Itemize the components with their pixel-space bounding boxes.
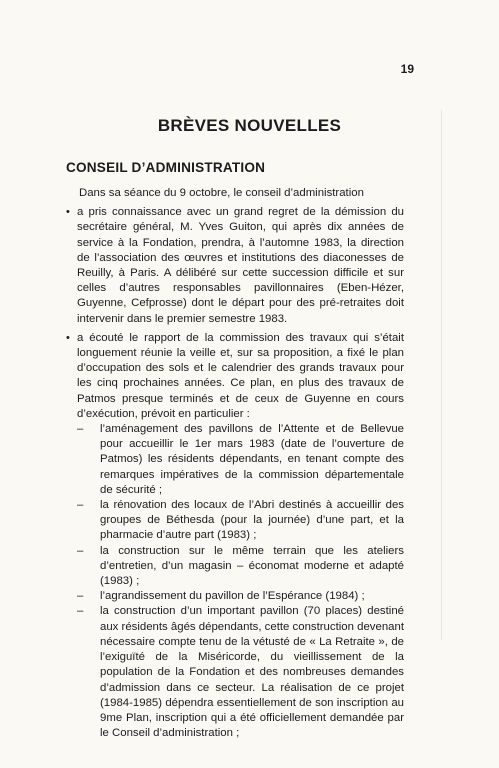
- list-item: [77, 422, 404, 498]
- dash-icon: –: [77, 499, 84, 512]
- article-body: [66, 186, 404, 745]
- list-item: [77, 604, 404, 741]
- dash-icon: –: [77, 544, 84, 557]
- bullet-text: a pris connaissance avec un grand regret de la démission du secrétaire général, M. Yves Guiton, qui après dix années de service à la Fondation, prendra, à l’automne 1983, la direction de l’association des œuvres et institutions des diaconesses de Reuilly, à Paris. A délibéré sur cette succession difficile et sur celles d’autres responsables pavillonnaires (Eben-Hézer, Guyenne, Cefprosse) dont le départ pour des pré-retraites doit intervenir dans le premier semestre 1983.: [77, 206, 404, 325]
- list-item-text: la construction sur le même terrain que les ateliers d’entretien, d’un magasin – économat moderne et adapté (1983) ;: [100, 544, 404, 588]
- list-item: [77, 544, 404, 590]
- list-item-text: l’agrandissement du pavillon de l’Espérance (1984) ;: [100, 590, 365, 603]
- bullet-icon: •: [66, 206, 70, 219]
- bullet-icon: •: [66, 331, 70, 344]
- dash-icon: –: [77, 590, 84, 603]
- intro-paragraph: Dans sa séance du 9 octobre, le conseil d’administration: [79, 187, 364, 199]
- list-item-text: la rénovation des locaux de l’Abri destinés à accueillir des groupes de Béthesda (pour la journée) d’une part, et la pharmacie d’autre part (1983) ;: [100, 499, 404, 542]
- work-plan-list: [77, 422, 404, 741]
- bullet-item-1: [66, 205, 404, 327]
- bullet-item-2: [66, 331, 404, 741]
- list-item-text: la construction d’un important pavillon (70 places) destiné aux résidents âgés dépendants, cette construction devenant nécessaire compte tenu de la vétusté de « La Retraite », de l’exiguïté de la Miséricorde, du vieillissement de la population de la Fondation et des nombreuses demandes d’admission dans ce secteur. La réalisation de ce projet (1984-1985) dépendra essentiellement de son inscription au 9me Plan, inscription qui a été officiellement demandée par le Conseil d’administration ;: [100, 605, 404, 740]
- section-heading: CONSEIL D’ADMINISTRATION: [66, 160, 266, 175]
- page-title: BRÈVES NOUVELLES: [157, 116, 342, 135]
- list-item-text: l’aménagement des pavillons de l’Attente et de Bellevue pour accueillir le 1er mars 1983 (date de l’ouverture de Patmos) les résidents dépendants, en tenant compte des remarques impératives de la commission départementale de sécurité ;: [100, 423, 404, 496]
- dash-icon: –: [77, 605, 84, 618]
- page-number: 19: [400, 62, 414, 76]
- bullet-text: a écouté le rapport de la commission des travaux qui s’était longuement réunie la veille et, sur sa proposition, a fixé le plan d’occupation des sols et le calendrier des grands travaux pour les cinq prochaines années. Ce plan, en plus des travaux de Patmos presque terminés et de ceux de Guyenne en cours d’exécution, prévoit en particulier :: [77, 331, 404, 420]
- list-item: [77, 589, 404, 604]
- list-item: [77, 498, 404, 544]
- dash-icon: –: [77, 423, 84, 436]
- scan-artifact: [441, 110, 442, 640]
